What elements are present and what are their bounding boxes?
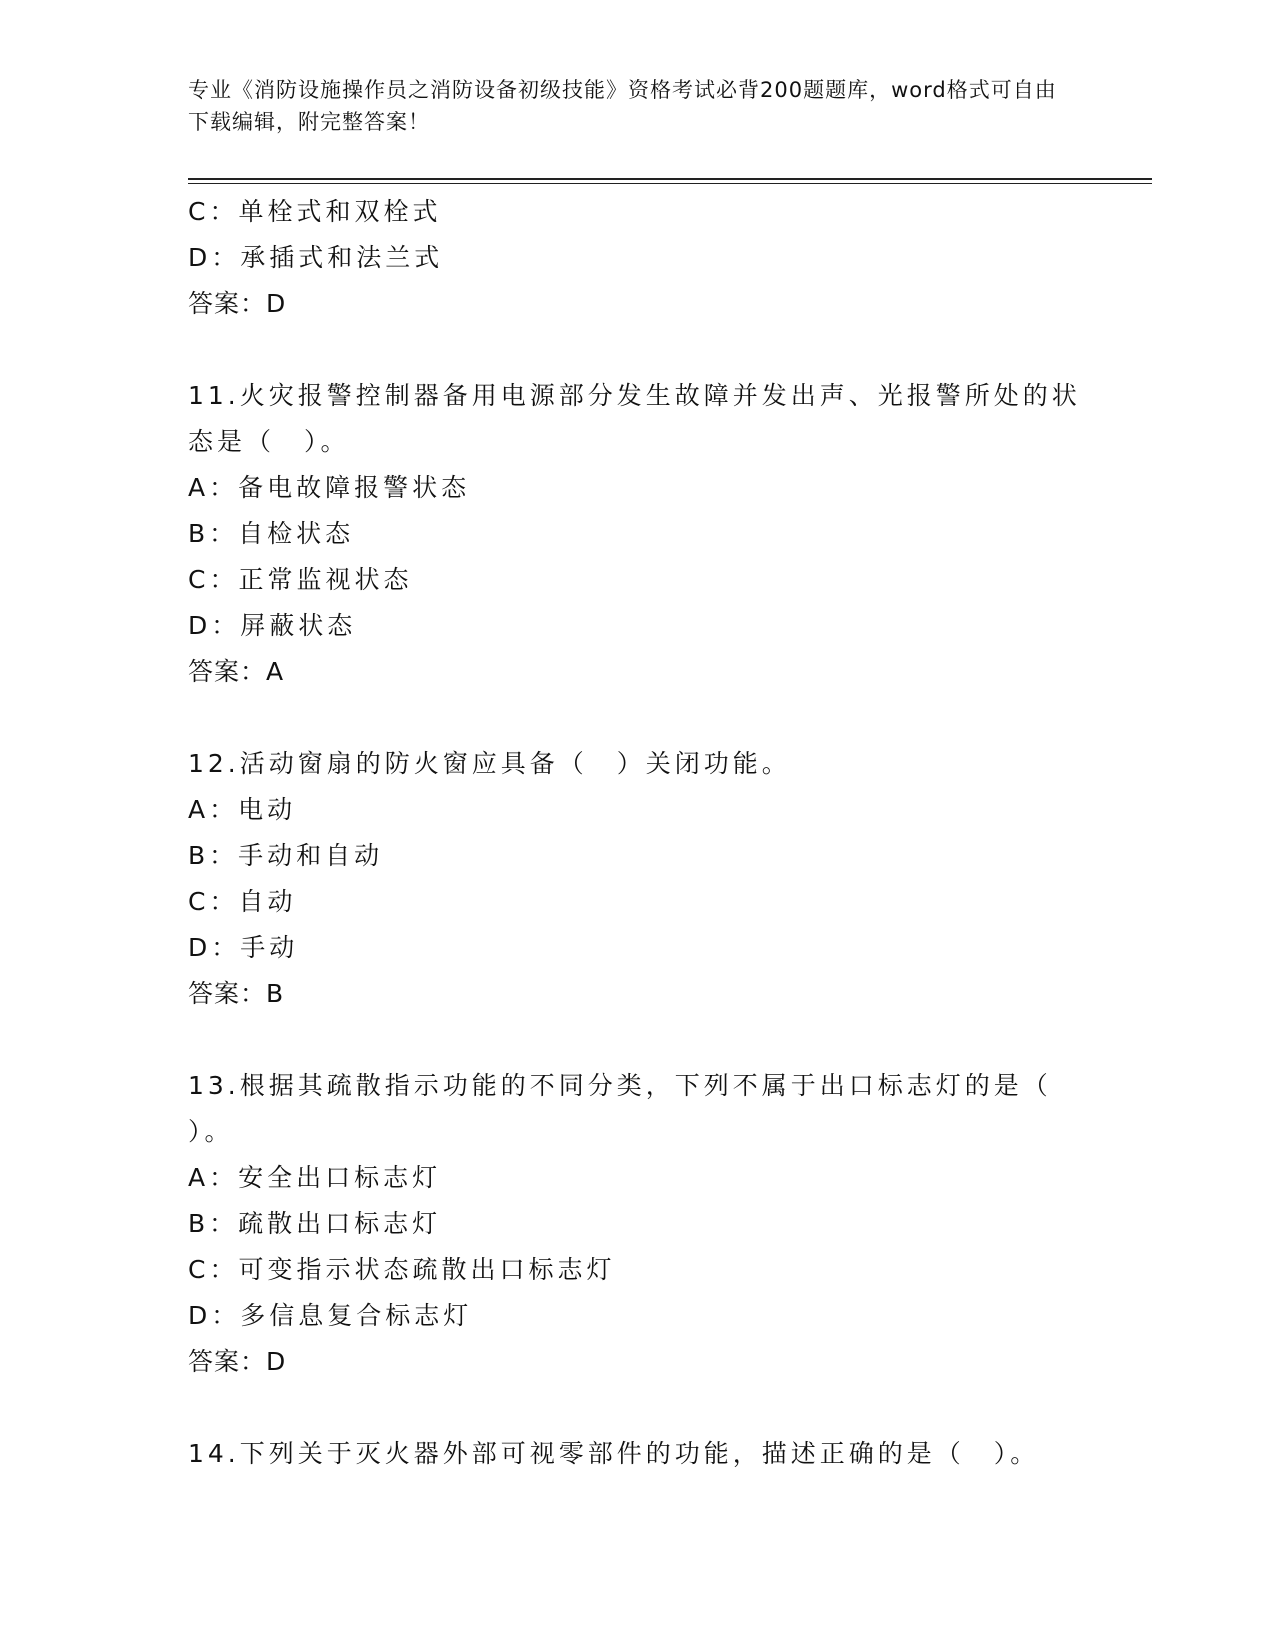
option-d: D：屏蔽状态 (188, 611, 357, 640)
question-stem: 14.下列关于灭火器外部可视零部件的功能，描述正确的是（ ）。 (188, 1439, 1040, 1468)
question-stem-continued: ）。 (188, 1117, 234, 1146)
spacer (188, 327, 1088, 373)
question-stem: 11.火灾报警控制器备用电源部分发生故障并发出声、光报警所处的状 (188, 381, 1081, 410)
question-stem-continued: 态是（ ）。 (188, 427, 350, 456)
header-divider-thin (188, 183, 1152, 184)
option-d: D：多信息复合标志灯 (188, 1301, 473, 1330)
question-stem: 12.活动窗扇的防火窗应具备（ ）关闭功能。 (188, 749, 791, 778)
question-12 (188, 741, 1088, 1017)
header-divider-thick (188, 178, 1152, 180)
option-c: C：正常监视状态 (188, 565, 413, 594)
option-a: A：电动 (188, 795, 297, 824)
answer-line: 答案：A (188, 657, 285, 686)
question-14 (188, 1431, 1088, 1477)
document-header (188, 74, 1068, 138)
question-11 (188, 373, 1088, 695)
option-b: B：手动和自动 (188, 841, 384, 870)
option-c: C：自动 (188, 887, 297, 916)
option-c: C：可变指示状态疏散出口标志灯 (188, 1255, 616, 1284)
answer-line: 答案：D (188, 1347, 287, 1376)
option-a: A：安全出口标志灯 (188, 1163, 442, 1192)
option-b: B：自检状态 (188, 519, 355, 548)
spacer (188, 1385, 1088, 1431)
answer-line: 答案：D (188, 289, 287, 318)
option-d: D：手动 (188, 933, 299, 962)
question-list (188, 189, 1088, 1477)
option-b: B：疏散出口标志灯 (188, 1209, 442, 1238)
spacer (188, 1017, 1088, 1063)
option-a: A：备电故障报警状态 (188, 473, 471, 502)
header-text: 专业《消防设施操作员之消防设备初级技能》资格考试必背200题题库，word格式可自由下载编辑，附完整答案！ (188, 78, 1057, 134)
option-d: D：承插式和法兰式 (188, 243, 444, 272)
option-c: C：单栓式和双栓式 (188, 197, 442, 226)
answer-line: 答案：B (188, 979, 285, 1008)
spacer (188, 695, 1088, 741)
question-stem: 13.根据其疏散指示功能的不同分类，下列不属于出口标志灯的是（ (188, 1071, 1052, 1100)
question-13 (188, 1063, 1088, 1385)
